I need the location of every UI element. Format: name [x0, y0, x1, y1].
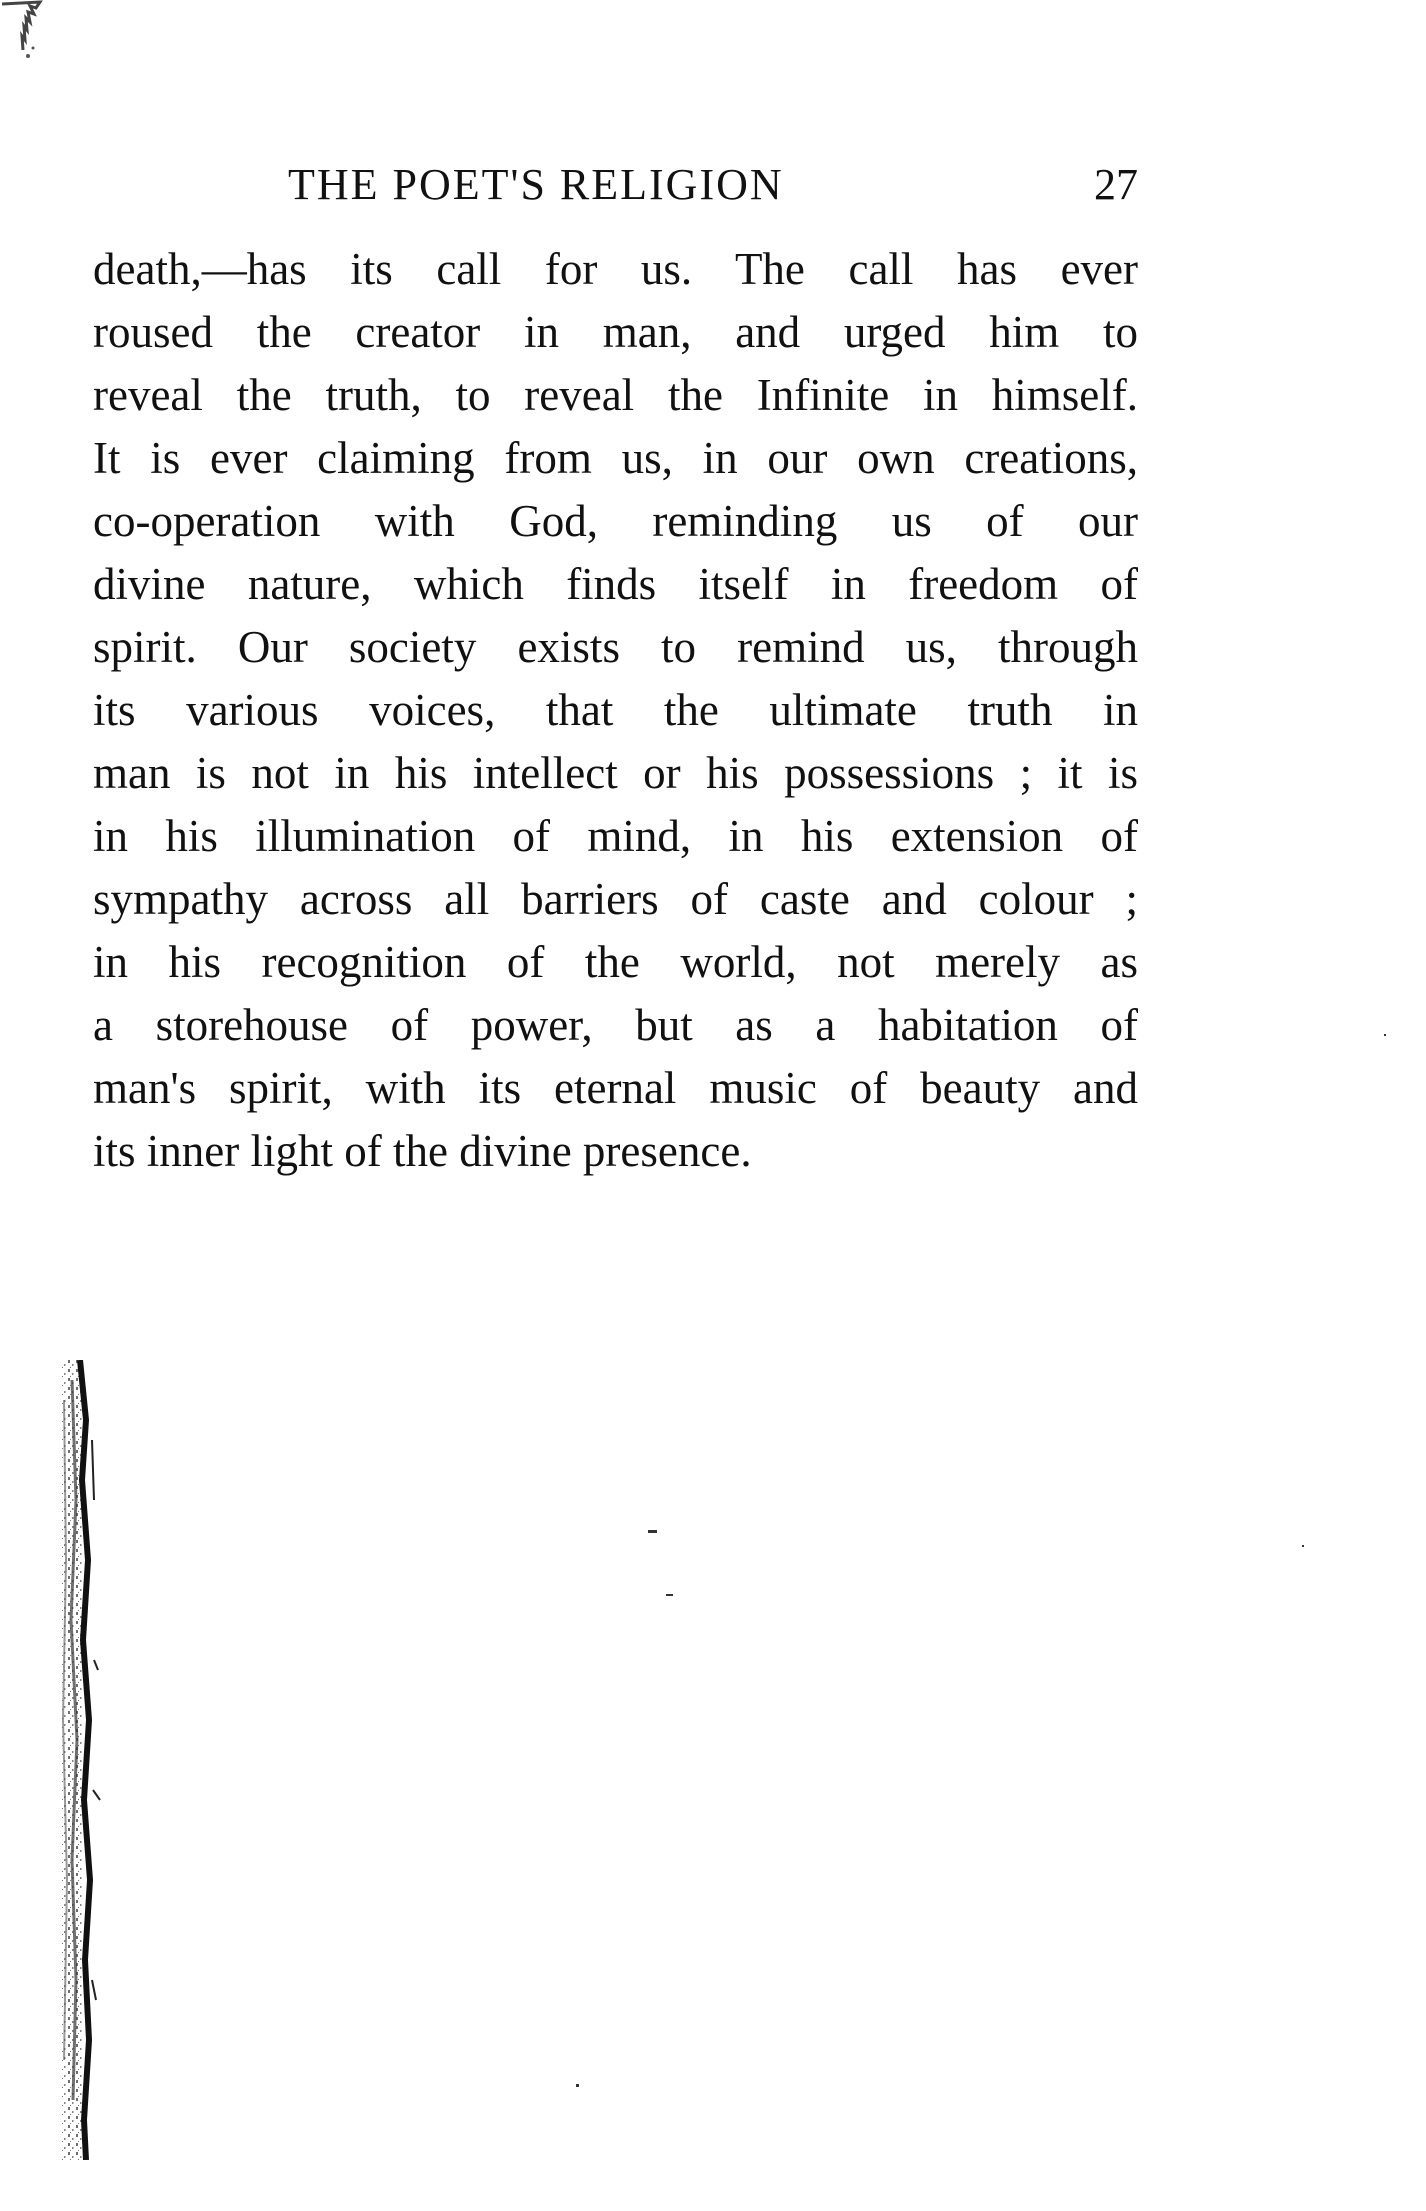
text-line: a storehouse of power, but as a habitation of — [93, 1000, 1138, 1050]
dust-speck — [1302, 1545, 1304, 1547]
running-head — [93, 150, 1138, 220]
text-line: death,—has its call for us. The call has ever — [93, 244, 1138, 294]
text-line: sympathy across all barriers of caste and colour ; — [93, 874, 1138, 924]
body-paragraph — [93, 238, 1138, 1183]
dust-speck — [648, 1530, 657, 1533]
text-line: roused the creator in man, and urged him to — [93, 307, 1138, 357]
text-line: reveal the truth, to reveal the Infinite in himself. — [93, 370, 1138, 420]
binding-edge-shadow — [52, 1360, 114, 2160]
text-line: divine nature, which finds itself in freedom of — [93, 559, 1138, 609]
running-title: THE POET'S RELIGION — [288, 160, 784, 209]
text-line: co-operation with God, reminding us of our — [93, 496, 1138, 546]
scan-corner-mark — [0, 0, 46, 70]
text-line: in his illumination of mind, in his extension of — [93, 811, 1138, 861]
page-number: 27 — [1094, 160, 1138, 209]
text-line: spirit. Our society exists to remind us, through — [93, 622, 1138, 672]
text-line-last: its inner light of the divine presence. — [93, 1126, 752, 1176]
dust-speck — [1384, 1034, 1386, 1036]
text-line: man is not in his intellect or his possessions ; it is — [93, 748, 1138, 798]
text-line: in his recognition of the world, not merely as — [93, 937, 1138, 987]
dust-speck — [576, 2084, 579, 2087]
text-line: its various voices, that the ultimate truth in — [93, 685, 1138, 735]
text-line: man's spirit, with its eternal music of beauty and — [93, 1063, 1138, 1113]
dust-speck — [666, 1594, 673, 1596]
text-line: It is ever claiming from us, in our own creations, — [93, 433, 1138, 483]
